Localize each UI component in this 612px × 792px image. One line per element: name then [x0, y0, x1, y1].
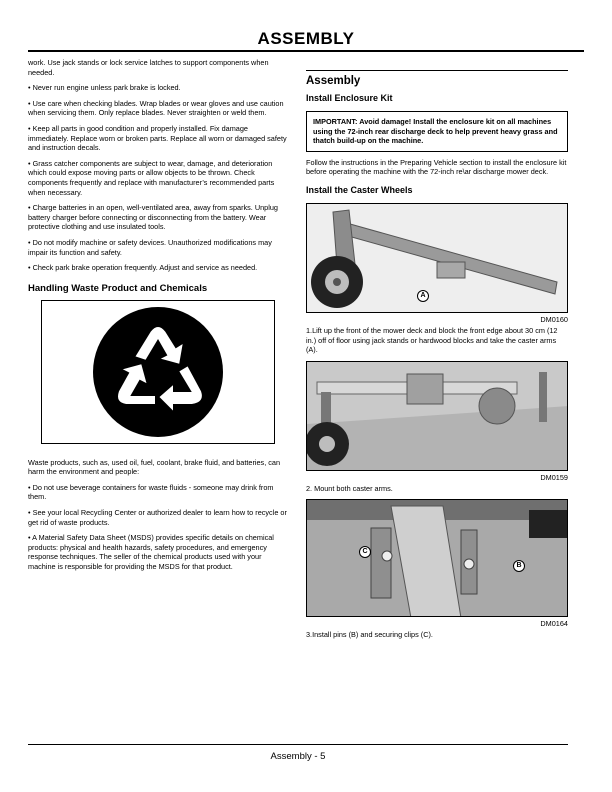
- pin-clip-photo: [306, 499, 568, 617]
- recycle-icon: [42, 301, 274, 443]
- waste-bullet: • Do not use beverage containers for waste fluids - someone may drink from them.: [28, 482, 274, 502]
- figure-id: DM0164: [540, 619, 568, 629]
- step-1: 1.Lift up the front of the mower deck and block the front edge about 30 cm (12 in.) off of floor using jack stands or hardwood blocks and take the caster arms (A).: [306, 325, 558, 355]
- caster-heading: Install the Caster Wheels: [306, 184, 413, 195]
- enclosure-heading: Install Enclosure Kit: [306, 93, 393, 103]
- assembly-heading: Assembly: [306, 70, 568, 87]
- caster-arm-photo: [306, 203, 568, 313]
- callout-a: A: [417, 290, 429, 302]
- recycle-figure: [41, 300, 275, 444]
- safety-bullet: • Keep all parts in good condition and properly installed. Fix damage immediately. Replace worn or broken parts. Replace all worn or damaged safety and instruction decals.: [28, 123, 287, 153]
- enclosure-text: Follow the instructions in the Preparing Vehicle section to install the enclosure kit before operating the machine with the 72-inch re\ar discharge mower deck.: [306, 157, 567, 177]
- safety-bullet: • Charge batteries in an open, well-ventilated area, away from sparks. Unplug battery charger before connecting or disconnecting from the battery. Wear protective clothing and use insulated tools.: [28, 203, 278, 232]
- waste-bullet: • See your local Recycling Center or authorized dealer to learn how to recycle or get rid of waste products.: [28, 508, 287, 527]
- callout-b: B: [513, 560, 525, 572]
- safety-bullet: • Never run engine unless park brake is locked.: [28, 83, 181, 93]
- mower-deck-photo: [306, 361, 568, 471]
- page-title: ASSEMBLY: [257, 29, 355, 48]
- page-number: Assembly - 5: [270, 751, 326, 762]
- safety-bullet: • Do not modify machine or safety devices. Unauthorized modifications may impair its function and safety.: [28, 237, 272, 257]
- important-notice: IMPORTANT: Avoid damage! Install the enclosure kit on all machines using the 72-inch rear discharge deck to help prevent heavy grass and thatch build-up on the machine.: [306, 111, 568, 152]
- step-2: 2. Mount both caster arms.: [306, 483, 393, 493]
- page-footer: [28, 744, 568, 762]
- safety-bullet: • Grass catcher components are subject to wear, damage, and deterioration which could expose moving parts or allow objects to be thrown. Check components frequently and replace with manufacturer’s recommended parts when necessary.: [28, 158, 275, 197]
- figure-id: DM0160: [540, 314, 568, 324]
- right-column: [306, 58, 568, 646]
- waste-bullet: • A Material Safety Data Sheet (MSDS) provides specific details on chemical products: physical and health hazards, safety procedures, and emergency response techniques. The seller of the chemical products used with your machine is responsible for providing the MSDS for that product.: [28, 533, 274, 572]
- figure-id: DM0159: [540, 472, 568, 482]
- left-column: [28, 58, 288, 578]
- page-header: [28, 28, 584, 52]
- safety-bullet: • Use care when checking blades. Wrap blades or wear gloves and use caution when servicing them. Only replace blades. Never straighten or weld them.: [28, 98, 284, 118]
- safety-bullet: • Check park brake operation frequently. Adjust and service as needed.: [28, 263, 258, 273]
- intro-text: work. Use jack stands or lock service latches to support components when needed.: [28, 58, 269, 77]
- step-3: 3.Install pins (B) and securing clips (C).: [306, 630, 433, 640]
- waste-heading: Handling Waste Product and Chemicals: [28, 282, 208, 294]
- callout-c: C: [359, 546, 371, 558]
- waste-intro: Waste products, such as, used oil, fuel, coolant, brake fluid, and batteries, can harm the environment and people:: [28, 457, 281, 477]
